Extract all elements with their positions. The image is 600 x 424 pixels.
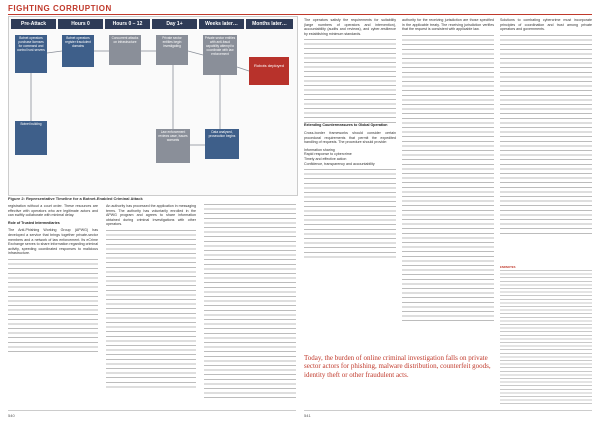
column-1 bbox=[8, 204, 98, 355]
phase-hours-0-12: Hours 0 – 12 bbox=[105, 19, 150, 29]
column-3 bbox=[304, 18, 396, 259]
col5-paragraph: Solutions to combating cybercrime must incorporate principles of coordination and trust among private operators and governments. bbox=[500, 18, 592, 32]
col1-body: The Anti-Phishing Working Group (APWG) has developed a service that brings together private-sector members and a network of law enforcement. Its eCrime Exchange serves to share information regarding criminal activity, speeding coordinated responses to malicious infrastructure. bbox=[8, 228, 98, 256]
col1-paragraph: registration without a court order. These resources are effective with operators who are legitimate actors and can swiftly collaborate with minimal delay. bbox=[8, 204, 98, 218]
box-concurrent-attacks: Concurrent attacks on infrastructure bbox=[109, 35, 141, 65]
box-botnet-building: Botnet building bbox=[15, 121, 47, 155]
col5-text-block bbox=[500, 35, 592, 235]
col3-heading: Extending Countermeasures to Global Operation bbox=[304, 123, 388, 128]
col4-paragraph: authority for the receiving jurisdiction are those specified in the applicable treaty. The receiving jurisdiction verifies that the request is consistent with applicable law. bbox=[402, 18, 494, 32]
timeline-figure bbox=[8, 16, 298, 196]
col2b-text-block bbox=[204, 204, 296, 400]
col3-bullet: Information sharing bbox=[304, 147, 335, 152]
col3-text-block bbox=[304, 39, 396, 123]
phase-months-later: Months later… bbox=[246, 19, 293, 29]
section-title: FIGHTING CORRUPTION bbox=[8, 4, 112, 13]
col3-body: Cross-border frameworks should consider certain procedural requirements that permit the expedited handling of requests. The procedure should provide: bbox=[304, 130, 396, 145]
col2-paragraph: An authority has processed the application in messaging terms. The authority has voluntarily enrolled in the APWG program and agrees to share information obtained during criminal investigations with other operators. bbox=[106, 204, 196, 227]
column-2 bbox=[106, 204, 196, 388]
page-number-right: 541 bbox=[304, 413, 311, 418]
header-rule bbox=[8, 14, 592, 15]
column-2b bbox=[204, 204, 296, 400]
timeline-arrows bbox=[9, 17, 297, 195]
phase-weeks-later: Weeks later… bbox=[199, 19, 244, 29]
col1-text-block bbox=[8, 259, 98, 355]
col3-text-block-2 bbox=[304, 169, 396, 259]
box-register-domains: Botnet operators register fraudulent domains bbox=[62, 35, 94, 67]
col1-heading: Role of Trusted Intermediaries bbox=[8, 220, 60, 225]
endnotes-title: ENDNOTES bbox=[500, 265, 516, 269]
column-4 bbox=[402, 18, 494, 325]
phase-day-1: Day 1+ bbox=[152, 19, 197, 29]
phase-hours-0: Hours 0 bbox=[58, 19, 103, 29]
footer-rule-left bbox=[8, 410, 296, 411]
endnotes-text-block bbox=[500, 270, 592, 406]
box-prosecution: Data analysed, prosecution begins bbox=[205, 129, 239, 159]
box-robots-deployed: Robots deployed bbox=[249, 57, 289, 85]
col4-text-block bbox=[402, 35, 494, 325]
col3-bullet: Rapid response to cybercrime bbox=[304, 152, 352, 157]
pull-quote: Today, the burden of online criminal investigation falls on private sector actors for phishing, malware distribution, counterfeit goods, identity theft or other fraudulent acts. bbox=[304, 354, 491, 379]
footer-rule-right bbox=[304, 410, 592, 411]
figure-caption: Figure 2: Representative Timeline for a Botnet-Enabled Criminal Attack bbox=[8, 196, 143, 201]
phase-pre-attack: Pre-Attack bbox=[11, 19, 56, 29]
col3-paragraph: The operators satisfy the requirements for suitability (large numbers of operators and intervention), accountability (audits and reviews), and cyber-resilience by establishing minimum standards. bbox=[304, 18, 396, 36]
box-private-investigation: Private sector entities begin investigating bbox=[156, 35, 188, 65]
box-law-enforcement-review: Law enforcement reviews case, issues warrants bbox=[156, 129, 190, 163]
endnotes bbox=[500, 266, 592, 406]
page-number-left: 540 bbox=[8, 413, 15, 418]
box-license-purchase: Botnet operators purchase licenses for command and control host servers bbox=[15, 35, 47, 73]
col3-bullet: Timely and effective action bbox=[304, 156, 347, 161]
column-5 bbox=[500, 18, 592, 235]
box-private-coordination: Private sector entities with anti-fraud capability attempt to coordinate with law enforcement bbox=[203, 35, 237, 75]
col2-text-block bbox=[106, 230, 196, 388]
col3-bullet: Confidence, transparency and accountability bbox=[304, 161, 375, 166]
